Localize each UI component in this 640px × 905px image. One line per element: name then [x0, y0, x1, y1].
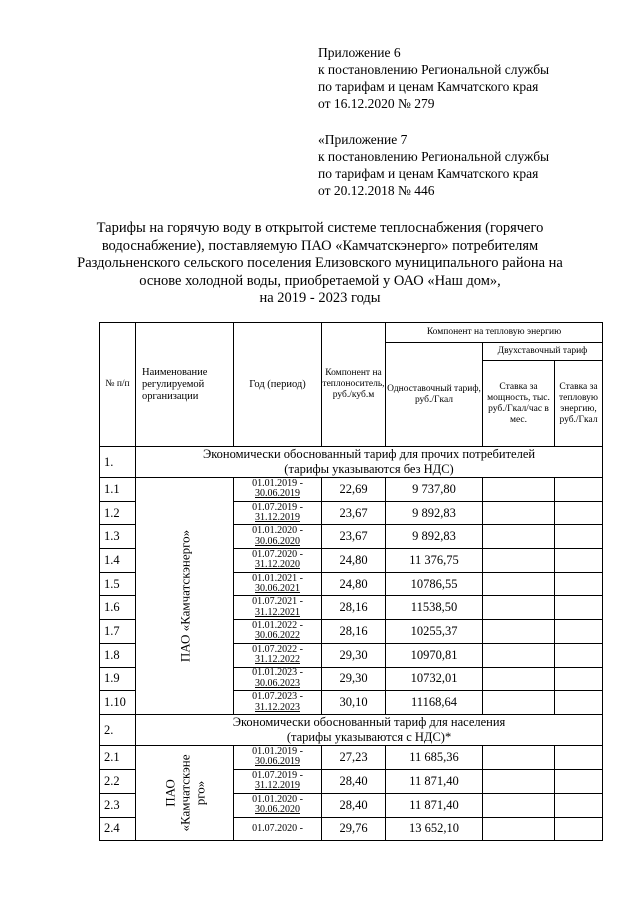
header-energy-rate: Ставка за тепловую энергию, руб./Гкал [555, 361, 603, 447]
period-end: 30.06.2022 [255, 630, 300, 642]
tariff-table [99, 322, 603, 841]
period-end: 31.12.2019 [255, 780, 300, 792]
row-period [234, 667, 322, 691]
row-single-rate: 9 737,80 [386, 478, 483, 502]
header-org: Наименование регулируемой организации [136, 323, 234, 447]
appendix-line: «Приложение 7 [318, 132, 408, 147]
row-energy-rate [555, 643, 603, 667]
row-period [234, 620, 322, 644]
row-energy-rate [555, 572, 603, 596]
appendix-line: к постановлению Региональной службы [318, 149, 550, 164]
title-line: водоснабжение), поставляемую ПАО «Камчатскэнерго» потребителям [101, 237, 539, 254]
org-name-cell [136, 746, 234, 841]
org-name-line: рго» [192, 780, 207, 806]
row-num: 1.9 [100, 667, 136, 691]
row-single-rate: 11 685,36 [386, 746, 483, 770]
row-num: 1.10 [100, 691, 136, 715]
row-carrier-value: 29,30 [322, 667, 386, 691]
row-num: 1.2 [100, 501, 136, 525]
table-row [100, 746, 603, 770]
row-num: 2.3 [100, 793, 136, 817]
row-energy-rate [555, 793, 603, 817]
period-start: 01.07.2019 - [252, 501, 303, 513]
section-title-line: Экономически обоснованный тариф для прочих потребителей [202, 447, 536, 461]
row-period [234, 769, 322, 793]
section-num: 1. [100, 447, 136, 478]
row-num: 1.3 [100, 525, 136, 549]
row-carrier-value: 23,67 [322, 525, 386, 549]
row-carrier-value: 28,16 [322, 596, 386, 620]
row-energy-rate [555, 817, 603, 841]
row-period [234, 478, 322, 502]
row-energy-rate [555, 769, 603, 793]
row-power-rate [483, 691, 555, 715]
row-carrier-value: 24,80 [322, 572, 386, 596]
appendix-line: по тарифам и ценам Камчатского края [318, 166, 539, 181]
period-end: 31.12.2020 [255, 559, 300, 571]
period-end: 30.06.2020 [255, 804, 300, 816]
row-energy-rate [555, 478, 603, 502]
row-power-rate [483, 620, 555, 644]
section-row [100, 715, 603, 746]
row-power-rate [483, 667, 555, 691]
appendix-line: по тарифам и ценам Камчатского края [318, 79, 539, 94]
row-num: 2.1 [100, 746, 136, 770]
appendix-line: от 16.12.2020 № 279 [318, 96, 435, 111]
appendix-line: к постановлению Региональной службы [318, 62, 550, 77]
row-power-rate [483, 793, 555, 817]
period-end: 31.12.2021 [255, 606, 300, 618]
row-power-rate [483, 572, 555, 596]
header-energy: Компонент на тепловую энергию [386, 323, 603, 343]
period-end: 30.06.2019 [255, 756, 300, 768]
section-title-line: (тарифы указываются с НДС)* [286, 730, 452, 744]
row-energy-rate [555, 691, 603, 715]
section-title [136, 447, 603, 478]
period-start: 01.07.2020 - [252, 822, 303, 834]
header-period: Год (период) [234, 323, 322, 447]
row-energy-rate [555, 525, 603, 549]
row-power-rate [483, 525, 555, 549]
header-carrier: Компонент на теплоноситель, руб./куб.м [322, 323, 386, 447]
row-single-rate: 11168,64 [386, 691, 483, 715]
row-period [234, 501, 322, 525]
row-period [234, 691, 322, 715]
title-line: основе холодной воды, приобретаемой у ОАО «Наш дом», [139, 272, 501, 289]
period-end: 30.06.2020 [255, 535, 300, 547]
row-energy-rate [555, 667, 603, 691]
row-power-rate [483, 549, 555, 573]
period-end: 31.12.2023 [255, 701, 300, 713]
section-title-line: Экономически обоснованный тариф для населения [232, 715, 506, 729]
row-carrier-value: 30,10 [322, 691, 386, 715]
row-power-rate [483, 746, 555, 770]
row-power-rate [483, 478, 555, 502]
row-carrier-value: 23,67 [322, 501, 386, 525]
appendix-line: Приложение 6 [318, 45, 401, 60]
row-period [234, 596, 322, 620]
row-power-rate [483, 596, 555, 620]
row-single-rate: 9 892,83 [386, 501, 483, 525]
row-num: 2.2 [100, 769, 136, 793]
row-period [234, 549, 322, 573]
row-period [234, 525, 322, 549]
row-single-rate: 10786,55 [386, 572, 483, 596]
period-end: 31.12.2022 [255, 654, 300, 666]
row-carrier-value: 22,69 [322, 478, 386, 502]
title-line: Тарифы на горячую воду в открытой системе теплоснабжения (горячего [96, 220, 544, 236]
period-end: 30.06.2021 [255, 583, 300, 595]
period-start: 01.01.2022 - [252, 619, 303, 631]
header-row [100, 323, 603, 343]
row-energy-rate [555, 620, 603, 644]
table-row [100, 478, 603, 502]
period-start: 01.01.2023 - [252, 667, 303, 679]
row-single-rate: 10255,37 [386, 620, 483, 644]
row-carrier-value: 29,30 [322, 643, 386, 667]
row-single-rate: 11 871,40 [386, 793, 483, 817]
row-carrier-value: 24,80 [322, 549, 386, 573]
title-line: Раздольненского сельского поселения Елизовского муниципального района на [77, 255, 563, 271]
row-energy-rate [555, 746, 603, 770]
org-name-line: ПАО [162, 779, 177, 807]
section-num: 2. [100, 715, 136, 746]
period-start: 01.07.2019 - [252, 769, 303, 781]
row-single-rate: 13 652,10 [386, 817, 483, 841]
period-start: 01.01.2019 - [252, 477, 303, 489]
row-num: 1.7 [100, 620, 136, 644]
row-num: 1.1 [100, 478, 136, 502]
row-carrier-value: 27,23 [322, 746, 386, 770]
row-period [234, 793, 322, 817]
org-name: ПАО «Камчатскэнерго» [177, 529, 192, 663]
org-name-cell [136, 478, 234, 715]
row-power-rate [483, 501, 555, 525]
row-single-rate: 10732,01 [386, 667, 483, 691]
appendix-7-header [318, 131, 618, 199]
period-end: 30.06.2023 [255, 677, 300, 689]
row-carrier-value: 28,40 [322, 769, 386, 793]
row-single-rate: 10970,81 [386, 643, 483, 667]
period-start: 01.01.2021 - [252, 572, 303, 584]
period-start: 01.01.2019 - [252, 745, 303, 757]
row-num: 1.6 [100, 596, 136, 620]
row-power-rate [483, 769, 555, 793]
row-period [234, 572, 322, 596]
header-num: № п/п [100, 323, 136, 447]
title-line: на 2019 - 2023 годы [259, 290, 381, 306]
row-single-rate: 11 871,40 [386, 769, 483, 793]
period-start: 01.07.2023 - [252, 691, 303, 703]
row-period [234, 817, 322, 841]
row-num: 1.5 [100, 572, 136, 596]
row-energy-rate [555, 549, 603, 573]
period-start: 01.07.2021 - [252, 596, 303, 608]
period-end: 30.06.2019 [255, 488, 300, 500]
row-period [234, 746, 322, 770]
section-title [136, 715, 603, 746]
section-title-line: (тарифы указываются без НДС) [284, 462, 454, 476]
period-start: 01.01.2020 - [252, 525, 303, 537]
document-title [60, 220, 580, 308]
header-power-rate: Ставка за мощность, тыс. руб./Гкал/час в мес. [483, 361, 555, 447]
row-carrier-value: 28,16 [322, 620, 386, 644]
appendix-line: от 20.12.2018 № 446 [318, 183, 435, 198]
appendix-6-header [318, 44, 618, 112]
row-num: 2.4 [100, 817, 136, 841]
row-energy-rate [555, 501, 603, 525]
row-power-rate [483, 643, 555, 667]
row-carrier-value: 28,40 [322, 793, 386, 817]
row-single-rate: 11 376,75 [386, 549, 483, 573]
period-start: 01.07.2022 - [252, 643, 303, 655]
period-start: 01.01.2020 - [252, 793, 303, 805]
org-name [162, 755, 207, 832]
row-carrier-value: 29,76 [322, 817, 386, 841]
row-num: 1.4 [100, 549, 136, 573]
period-end: 31.12.2019 [255, 512, 300, 524]
section-row [100, 447, 603, 478]
period-start: 01.07.2020 - [252, 548, 303, 560]
row-power-rate [483, 817, 555, 841]
row-energy-rate [555, 596, 603, 620]
header-two-part: Двухставочный тариф [483, 343, 603, 361]
row-num: 1.8 [100, 643, 136, 667]
org-name-line: «Камчатскэне [177, 754, 192, 832]
row-period [234, 643, 322, 667]
row-single-rate: 11538,50 [386, 596, 483, 620]
header-single: Одноставочный тариф, руб./Гкал [386, 343, 483, 447]
row-single-rate: 9 892,83 [386, 525, 483, 549]
